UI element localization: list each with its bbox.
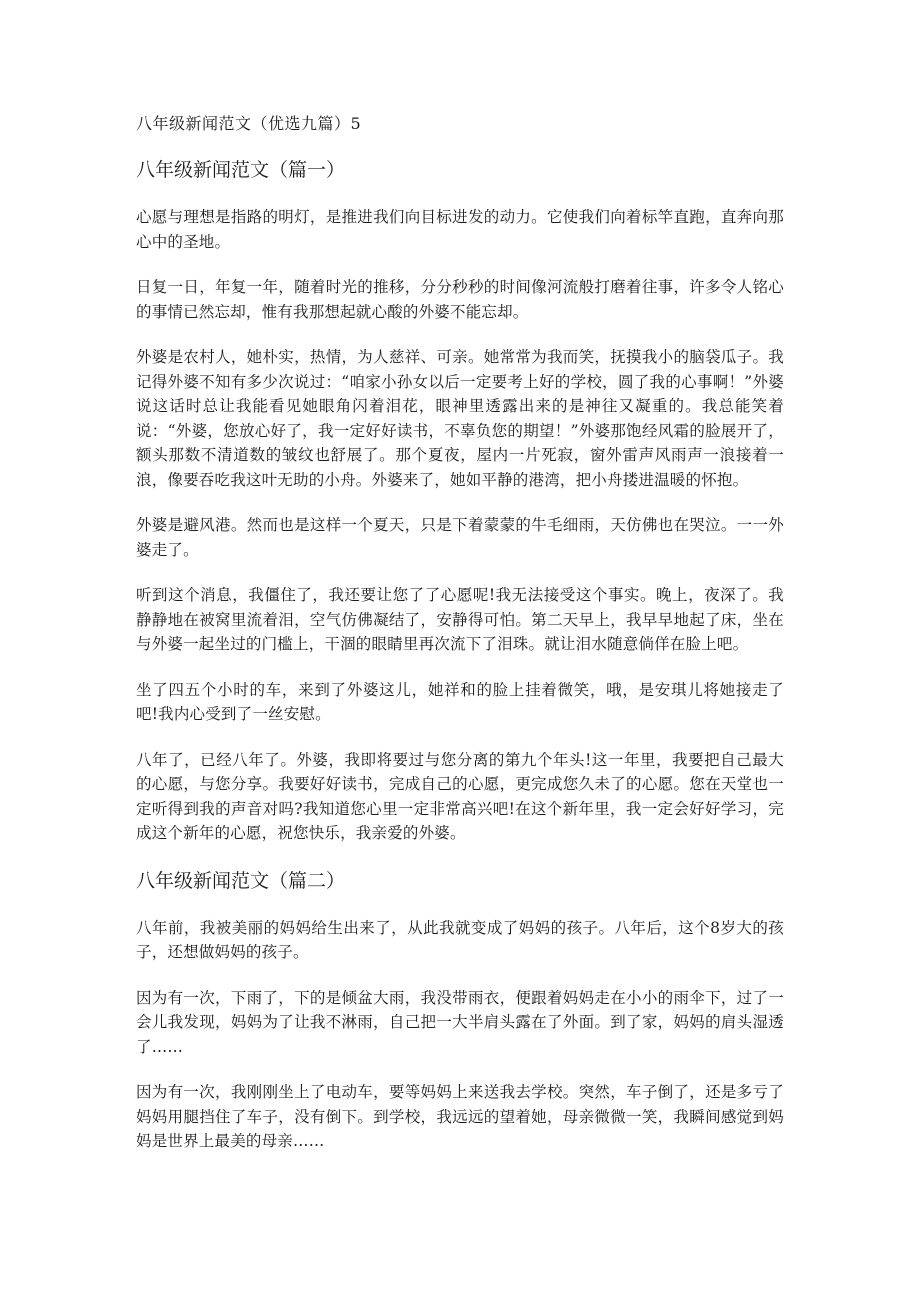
section-heading: 八年级新闻范文（篇二） (136, 869, 346, 892)
paragraph: 日复一日，年复一年，随着时光的推移，分分秒秒的时间像河流般打磨着往事，许多令人铭心的事情已然忘却，惟有我那想起就心酸的外婆不能忘却。 (136, 278, 784, 321)
paragraph: 外婆是农村人，她朴实，热情，为人慈祥、可亲。她常常为我而笑，抚摸我小的脑袋瓜子。我记得外婆不知有多少次说过：“咱家小孙女以后一定要考上好的学校，圆了我的心事啊！”外婆说这话时总让我能看见她眼角闪着泪花，眼神里透露出来的是神往又凝重的。我总能笑着说：“外婆，您放心好了，我一定好好读书，不辜负您的期望！”外婆那饱经风霜的脸展开了，额头那数不清道数的皱纹也舒展了。那个夏夜，屋内一片死寂，窗外雷声风雨声一浪接着一浪，像要吞吃我这叶无助的小舟。外婆来了，她如平静的港湾，把小舟搂进温暖的怀抱。 (136, 348, 784, 489)
document-page (136, 112, 784, 1175)
paragraph: 外婆是避风港。然而也是这样一个夏天，只是下着蒙蒙的牛毛细雨，天仿佛也在哭泣。一一外婆走了。 (136, 516, 784, 559)
paragraph: 坐了四五个小时的车，来到了外婆这儿，她祥和的脸上挂着微笑，哦，是安琪儿将她接走了吧!我内心受到了一丝安慰。 (136, 680, 784, 723)
paragraph: 听到这个消息，我僵住了，我还要让您了了心愿呢!我无法接受这个事实。晚上，夜深了。我静静地在被窝里流着泪，空气仿佛凝结了，安静得可怕。第二天早上，我早早地起了床，坐在与外婆一起坐过的门槛上，干涸的眼睛里再次流下了泪珠。就让泪水随意倘佯在脸上吧。 (136, 586, 784, 653)
paragraph: 八年前，我被美丽的妈妈给生出来了，从此我就变成了妈妈的孩子。八年后，这个8岁大的孩子，还想做妈妈的孩子。 (136, 918, 784, 961)
section-1 (136, 156, 784, 846)
section-2 (136, 867, 784, 1154)
paragraph: 八年了，已经八年了。外婆，我即将要过与您分离的第九个年头!这一年里，我要把自己最大的心愿，与您分享。我要好好读书，完成自己的心愿，更完成您久未了的心愿。您在天堂也一定听得到我的声音对吗?我知道您心里一定非常高兴吧!在这个新年里，我一定会好好学习，完成这个新年的心愿，祝您快乐，我亲爱的外婆。 (136, 750, 784, 842)
paragraph: 因为有一次，下雨了，下的是倾盆大雨，我没带雨衣，便跟着妈妈走在小小的雨伞下，过了一会儿我发现，妈妈为了让我不淋雨，自己把一大半肩头露在了外面。到了家，妈妈的肩头湿透了…… (136, 988, 784, 1056)
paragraph: 因为有一次，我刚刚坐上了电动车，要等妈妈上来送我去学校。突然，车子倒了，还是多亏了妈妈用腿挡住了车子，没有倒下。到学校，我远远的望着她，母亲微微一笑，我瞬间感觉到妈妈是世界上最美的母亲…… (136, 1083, 784, 1150)
section-heading: 八年级新闻范文（篇一） (136, 159, 346, 181)
document-title: 八年级新闻范文（优选九篇）5 (136, 114, 362, 133)
paragraph: 心愿与理想是指路的明灯，是推进我们向目标进发的动力。它使我们向着标竿直跑，直奔向那心中的圣地。 (136, 208, 784, 251)
